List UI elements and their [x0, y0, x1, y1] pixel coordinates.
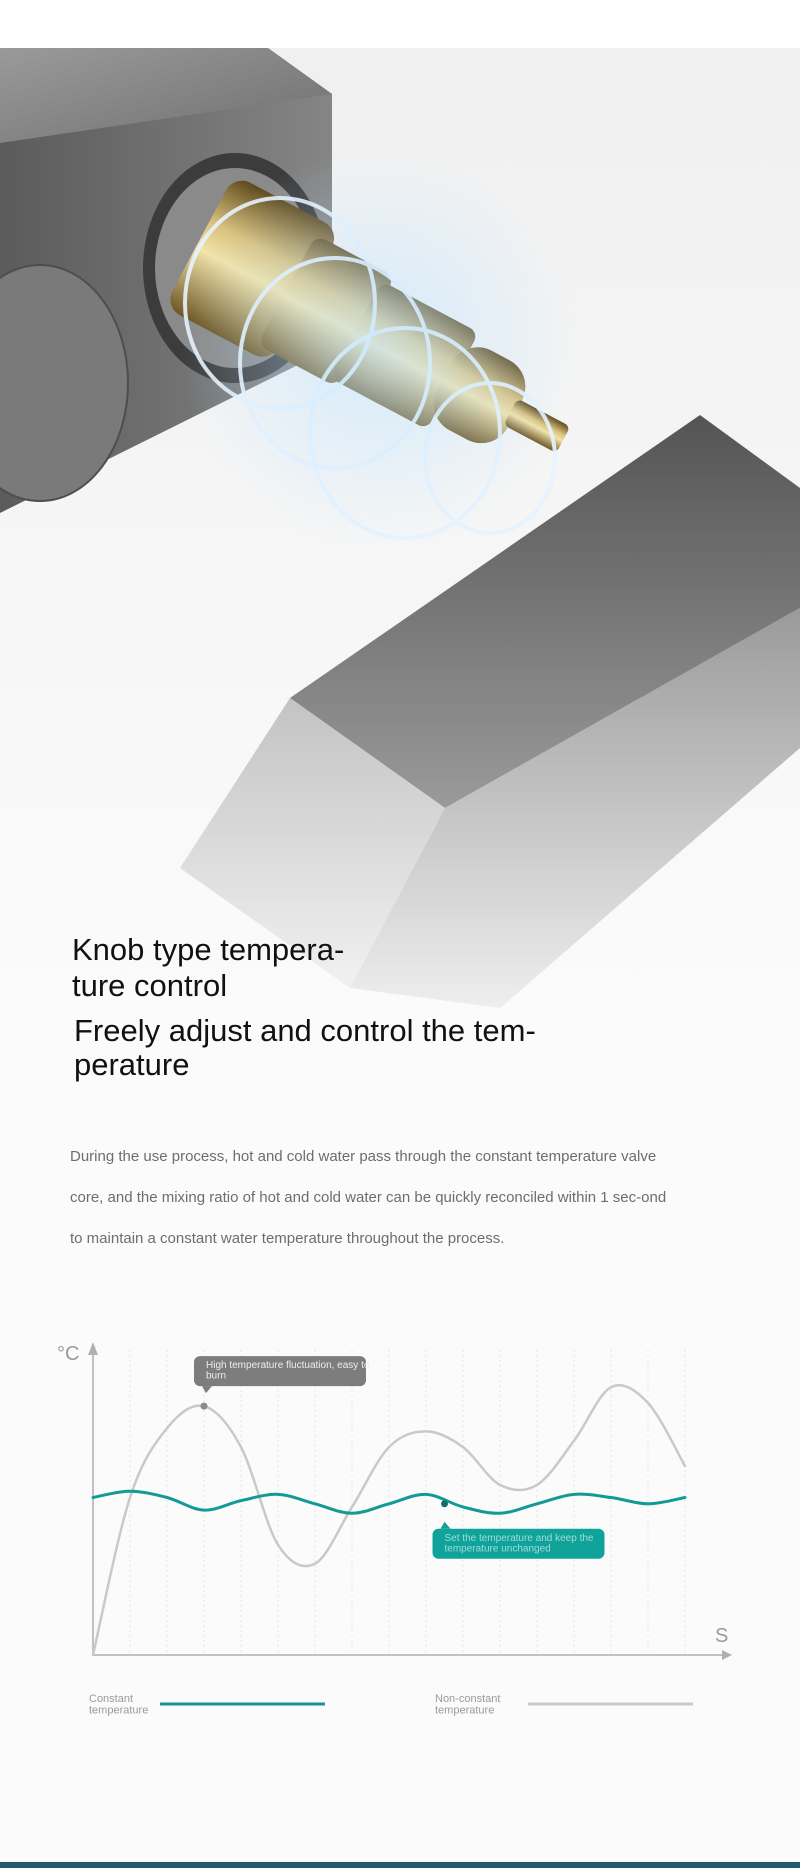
- tooltip-text: High temperature fluctuation, easy to burn: [206, 1360, 370, 1382]
- annotation-point: [201, 1403, 208, 1410]
- x-axis-label: S: [715, 1625, 729, 1647]
- temperature-chart: [0, 1320, 800, 1740]
- y-axis-arrow: [88, 1342, 98, 1355]
- top-strip: [0, 0, 800, 48]
- y-axis-label: °C: [57, 1343, 80, 1365]
- subheadline: Freely adjust and control the tem- perature: [74, 1013, 536, 1082]
- legend-label: Non-constant temperature: [435, 1693, 501, 1717]
- valve-core-illustration: [0, 48, 800, 1008]
- annotation-point: [441, 1500, 448, 1507]
- x-axis-arrow: [722, 1650, 732, 1660]
- constant-temperature-line: [93, 1491, 685, 1513]
- tooltip-pointer: [202, 1386, 212, 1393]
- description-paragraph: During the use process, hot and cold water pass through the constant temperature valve core, and the mixing ratio of hot and cold water can be quickly reconciled within 1 sec-ond to maintain a constant water temperature throughout the process.: [70, 1148, 667, 1247]
- tooltip-text: Set the temperature and keep the temperature unchanged: [444, 1532, 594, 1555]
- bottom-strip: [0, 1862, 800, 1868]
- tooltip-pointer: [441, 1522, 451, 1529]
- legend-label: Constant temperature: [89, 1693, 149, 1717]
- headline: Knob type tempera- ture control: [72, 932, 345, 1003]
